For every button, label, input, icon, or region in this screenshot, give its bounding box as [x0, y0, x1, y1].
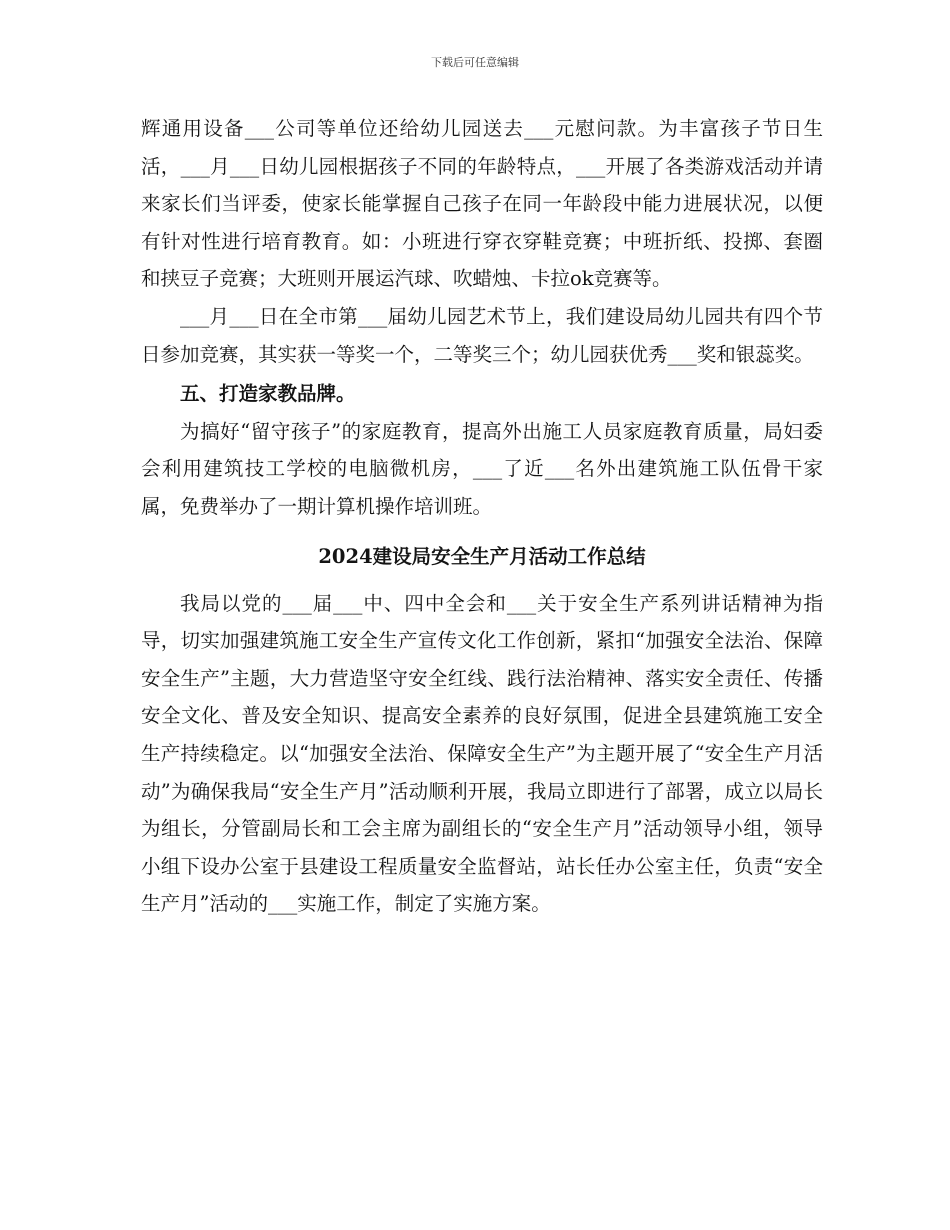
paragraph-computer-training: 为搞好“留守孩子”的家庭教育，提高外出施工人员家庭教育质量，局妇委会利用建筑技工学校的电脑微机房，___了近___名外出建筑施工队伍骨干家属，免费举办了一期计算机操作培训班。 [141, 419, 823, 518]
paragraph-art-festival: ___月___日在全市第___届幼儿园艺术节上，我们建设局幼儿园共有四个节日参加竞赛，其实获一等奖一个，二等奖三个；幼儿园获优秀___奖和银蕊奖。 [141, 304, 823, 366]
page-header: 下载后可任意编辑 [431, 56, 519, 69]
document-title: 2024建设局安全生产月活动工作总结 [318, 544, 646, 568]
paragraph-safety-month: 我局以党的___届___中、四中全会和___关于安全生产系列讲话精神为指导，切实加强建筑施工安全生产宣传文化工作创新，紧扣“加强安全法治、保障安全生产”主题，大力营造坚守安全红线、践行法治精神、落实安全责任、传播安全文化、普及安全知识、提高安全素养的良好氛围，促进全县建筑施工安全生产持续稳定。以“加强安全法治、保障安全生产”为主题开展了“安全生产月活动”为确保我局“安全生产月”活动顺利开展，我局立即进行了部署，成立以局长为组长，分管副局长和工会主席为副组长的“安全生产月”活动领导小组，领导小组下设办公室于县建设工程质量安全监督站，站长任办公室主任，负责“安全生产月”活动的___实施工作，制定了实施方案。 [141, 591, 823, 916]
paragraph-kindergarten-activities: 辉通用设备___公司等单位还给幼儿园送去___元慰问款。为丰富孩子节日生活，___月___日幼儿园根据孩子不同的年龄特点，___开展了各类游戏活动并请来家长们当评委，使家长能掌握自己孩子在同一年龄段中能力进展状况，以便有针对性进行培育教育。如：小班进行穿衣穿鞋竞赛；中班折纸、投掷、套圈和挟豆子竞赛；大班则开展运汽球、吹蜡烛、卡拉ok竞赛等。 [141, 117, 823, 291]
document-body [141, 110, 823, 923]
section-heading-family-education: 五、打造家教品牌。 [180, 382, 356, 406]
